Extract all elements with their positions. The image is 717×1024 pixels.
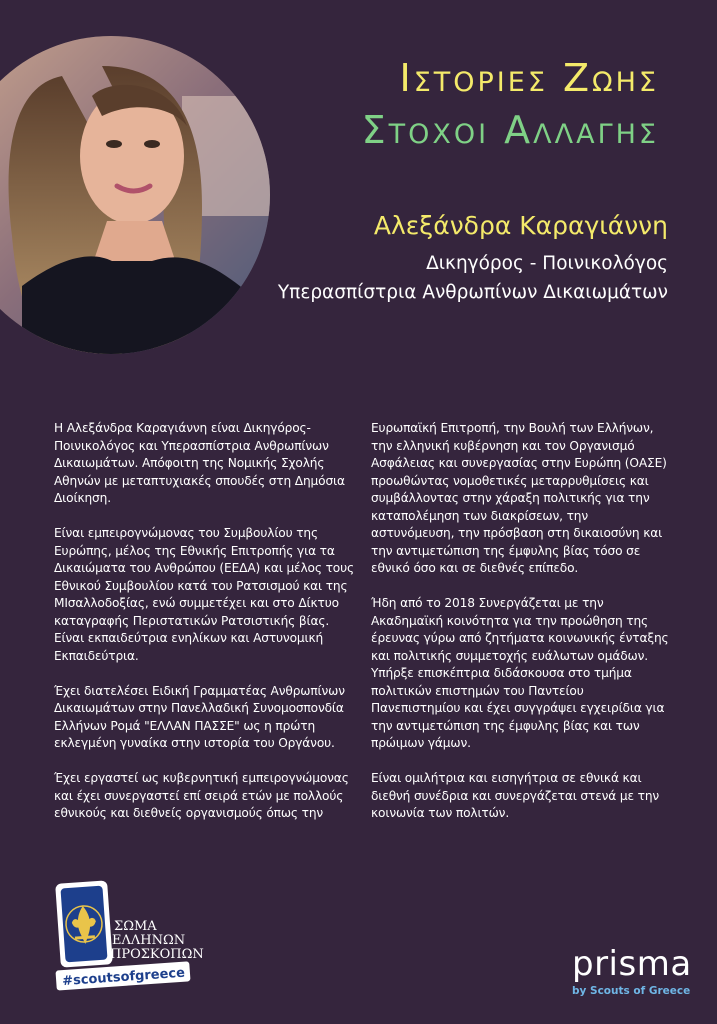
- bio-paragraph: Είναι ομιλήτρια και εισηγήτρια σε εθνικά και διεθνή συνέδρια και συνεργάζεται στενά με την κοινωνία των πολιτών.: [371, 771, 660, 820]
- scouts-logo-text-3: ΠΡΟΣΚΟΠΩΝ: [110, 947, 204, 962]
- person-role-1: Δικηγόρος - Ποινικολόγος: [426, 253, 668, 274]
- bio-paragraph: Είναι εμπειρογνώμονας του Συμβουλίου της Ευρώπης, μέλος της Εθνικής Επιτροπής για τα Δικαιώματα του Ανθρώπου (ΕΕΔΑ) και μέλος τους Εθνικού Συμβουλίου κατά του Ρατσισμού και της ΜΙσαλλοδοξίας, ενώ συμμετέχει και στο Δίκτυο καταγραφής Περιστατικών Ρατσιστικής βίας. Είναι εκπαιδεύτρια ενηλίκων και Αστυνομική Εκπαιδεύτρια.: [54, 526, 354, 663]
- person-name: Αλεξάνδρα Καραγιάννη: [373, 211, 668, 240]
- scouts-logo-text-2: ΕΛΛΗΝΩΝ: [112, 933, 186, 948]
- prisma-byline: by Scouts of Greece: [572, 985, 691, 997]
- bio-paragraph: Έχει εργαστεί ως κυβερνητική εμπειρογνώμονας και έχει συνεργαστεί επί σειρά ετών με πολλούς εθνικούς και διεθνείς οργανισμούς όπως την: [54, 771, 349, 820]
- bio-paragraph: Ευρωπαϊκή Επιτροπή, την Βουλή των Ελλήνων, την ελληνική κυβέρνηση και τον Οργανισμό Ασφάλειας και συνεργασίας στην Ευρώπη (ΟΑΣΕ) προωθώντας νομοθετικές μεταρρυθμίσεις και συμβάλλοντας στην χάραξη πολιτικής για την καταπολέμηση των διακρίσεων, την αστυνόμευση, την πρόσβαση στη δικαιοσύνη και την αντιμετώπιση της έμφυλης βίας τόσο σε εθνικό όσο και σε διεθνές επίπεδο.: [371, 421, 667, 575]
- bio-paragraph: Ήδη από το 2018 Συνεργάζεται με την Ακαδημαϊκή κοινότητα για την προώθηση της έρευνας γύρω από ζητήματα κοινωνικής ένταξης και πολιτικής συμμετοχής ευάλωτων ομάδων. Υπήρξε επισκέπτρια διδάσκουσα στο τμήμα πολιτικών επιστημών του Παντείου Πανεπιστημίου και έχει συγγράψει εγχειρίδια για την αντιμετώπιση της έμφυλης βίας και των πρώιμων γάμων.: [371, 596, 669, 750]
- scouts-of-greece-logo: [54, 878, 204, 996]
- person-role-2: Υπερασπίστρια Ανθρωπίνων Δικαιωμάτων: [277, 282, 668, 303]
- bio-column-left: [54, 420, 354, 840]
- scouts-hashtag: #scoutsofgreece: [61, 965, 186, 990]
- bio-paragraph: Έχει διατελέσει Ειδική Γραμματέας Ανθρωπίνων Δικαιωμάτων στην Πανελλαδική Συνομοσπονδία Ελλήνων Ρομά "ΕΛΛΑΝ ΠΑΣΣΕ" ως η πρώτη εκλεγμένη γυναίκα στην ιστορία του Οργάνου.: [54, 683, 345, 750]
- title-line-1: Ιστοριες Ζωης: [399, 56, 659, 100]
- bio-column-right: [371, 420, 671, 840]
- prisma-logo: prisma: [572, 944, 692, 984]
- bio-paragraph: Η Αλεξάνδρα Καραγιάννη είναι Δικηγόρος-Ποινικολόγος και Υπερασπίστρια Ανθρωπίνων Δικαιωμάτων. Απόφοιτη της Νομικής Σχολής Αθηνών με μεταπτυχιακές σπουδές στη Δημόσια Διοίκηση.: [54, 421, 345, 505]
- scouts-logo-text-1: ΣΩΜΑ: [114, 919, 157, 934]
- portrait-photo: [0, 36, 270, 354]
- title-line-2: Στοχοι Αλλαγης: [361, 108, 659, 152]
